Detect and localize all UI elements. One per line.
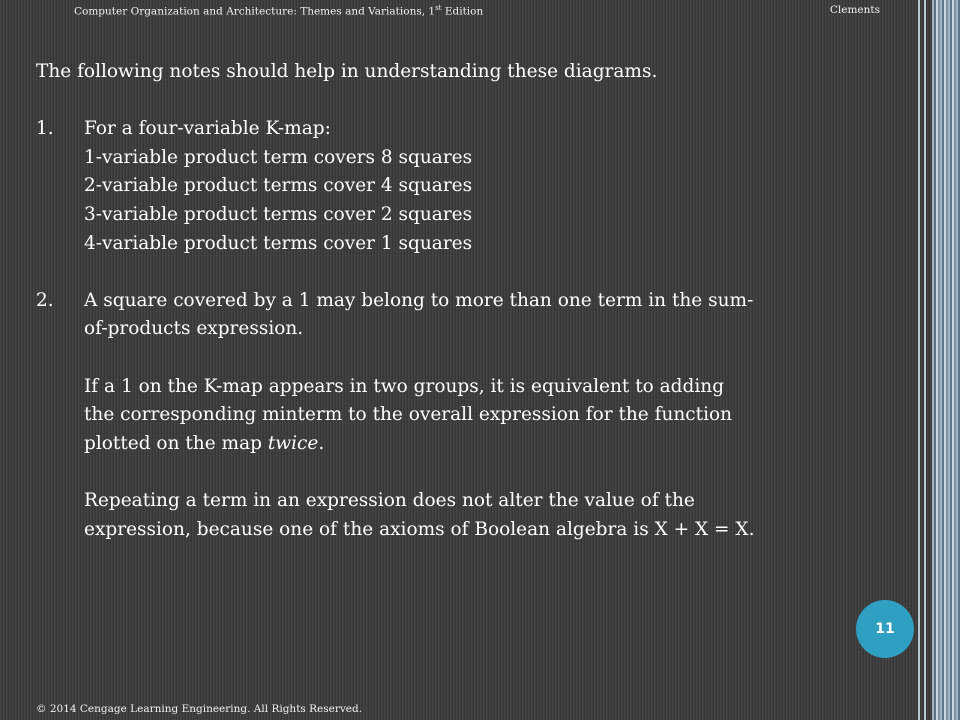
- spacer: [36, 87, 876, 116]
- intro-text: The following notes should help in understanding these diagrams.: [36, 61, 658, 82]
- edition-superscript: st: [435, 4, 442, 12]
- note-2-number: 2.: [36, 289, 54, 311]
- spacer: [84, 458, 876, 487]
- note-2-para2-line3: [84, 430, 876, 459]
- note-1-heading: For a four-variable K-map:: [84, 118, 331, 140]
- note-2-line: A square covered by a 1 may belong to more than one term in the sum-: [84, 289, 754, 311]
- note-2-para2-line3-end: .: [318, 432, 325, 454]
- note-2-para3-line: Repeating a term in an expression does not alter the value of the: [84, 489, 695, 511]
- note-1-number: 1.: [36, 118, 54, 140]
- book-title: [74, 4, 483, 18]
- decorative-edge-line: [924, 0, 926, 720]
- spacer: [36, 258, 876, 287]
- note-1-line: 2-variable product terms cover 4 squares: [84, 175, 473, 197]
- copyright-footer: © 2014 Cengage Learning Engineering. All Rights Reserved.: [36, 703, 363, 715]
- note-2-line: of-products expression.: [84, 318, 304, 340]
- decorative-edge-strip: [932, 0, 960, 720]
- author-name: Clements: [829, 4, 880, 16]
- note-1-line: 3-variable product terms cover 2 squares: [84, 203, 473, 225]
- note-2-para2-line: If a 1 on the K-map appears in two groups, it is equivalent to adding: [84, 375, 725, 397]
- note-1: [36, 115, 876, 258]
- book-title-text: Computer Organization and Architecture: Themes and Variations, 1: [74, 5, 436, 18]
- spacer: [84, 344, 876, 373]
- slide-body: [36, 58, 876, 544]
- note-2-para2-line3-start: plotted on the map: [84, 432, 268, 454]
- note-2-para3-line: expression, because one of the axioms of Boolean algebra is X + X = X.: [84, 518, 755, 540]
- page-number-badge: 11: [856, 600, 914, 658]
- emphasis-twice: twice: [267, 432, 319, 454]
- note-2: [36, 287, 876, 544]
- note-2-para2-line: the corresponding minterm to the overall expression for the function: [84, 404, 733, 426]
- note-1-line: 4-variable product terms cover 1 squares: [84, 232, 473, 254]
- note-1-line: 1-variable product term covers 8 squares: [84, 146, 473, 168]
- slide-header: [0, 4, 880, 20]
- edition-word: Edition: [441, 5, 484, 18]
- decorative-edge-line: [918, 0, 920, 720]
